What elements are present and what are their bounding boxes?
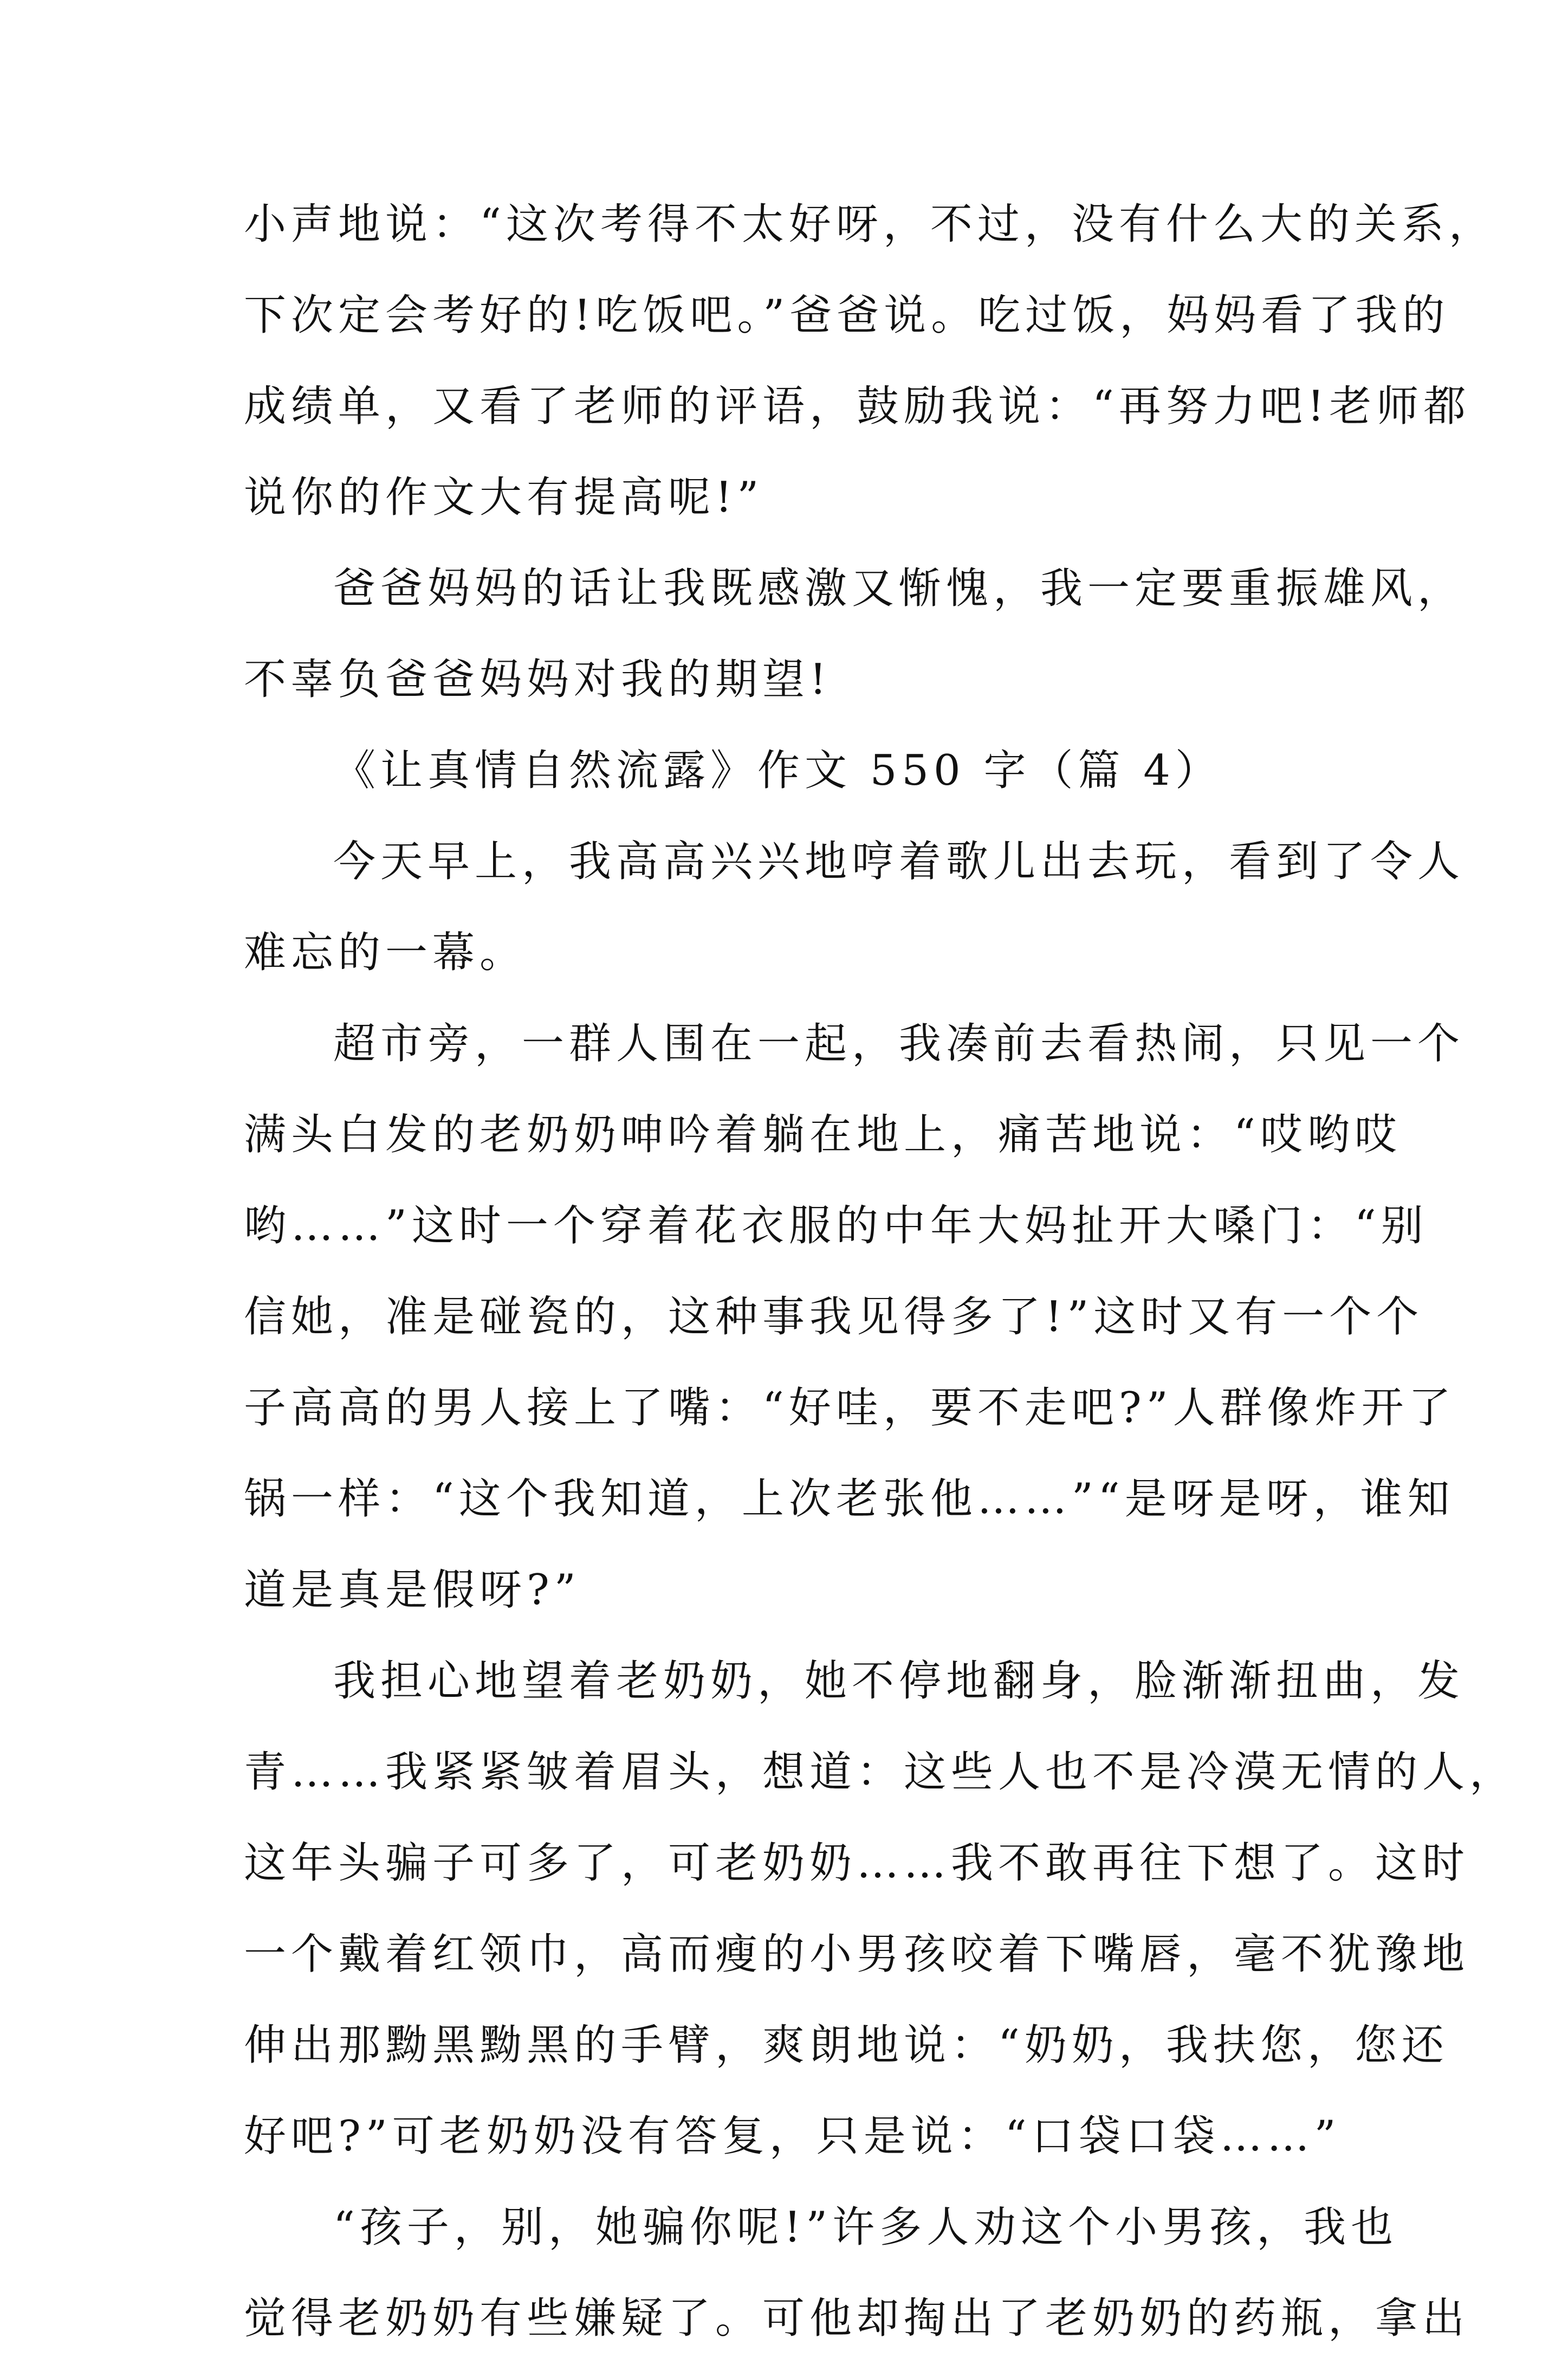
text-line: 一个戴着红领巾，高而瘦的小男孩咬着下嘴唇，毫不犹豫地: [244, 1930, 1470, 1979]
text-line: 锅一样：“这个我知道，上次老张他……”“是呀是呀，谁知: [244, 1475, 1455, 1523]
text-line: 伸出那黝黑黝黑的手臂，爽朗地说：“奶奶，我扶您，您还: [244, 2021, 1449, 2070]
text-line: “孩子，别，她骗你呢!”许多人劝这个小男孩，我也: [333, 2203, 1398, 2252]
text-line: 下次定会考好的!吃饭吧。”爸爸说。吃过饭，妈妈看了我的: [244, 291, 1450, 340]
text-line: 子高高的男人接上了嘴：“好哇，要不走吧?”人群像炸开了: [244, 1384, 1456, 1432]
text-line: 不辜负爸爸妈妈对我的期望!: [244, 655, 832, 704]
text-line: 这年头骗子可多了，可老奶奶……我不敢再往下想了。这时: [244, 1839, 1470, 1888]
paragraph-1: [244, 179, 1496, 543]
text-line: 我担心地望着老奶奶，她不停地翻身，脸渐渐扭曲，发: [333, 1657, 1465, 1706]
text-line: 成绩单，又看了老师的评语，鼓励我说：“再努力吧!老师都: [244, 382, 1471, 431]
paragraph-4: [244, 998, 1465, 1636]
text-line: 小声地说：“这次考得不太好呀，不过，没有什么大的关系，: [244, 200, 1496, 249]
document-page: [244, 179, 1517, 2364]
paragraph-3: [244, 816, 1465, 998]
text-line: 觉得老奶奶有些嫌疑了。可他却掏出了老奶奶的药瓶，拿出: [244, 2294, 1470, 2343]
text-line: 好吧?”可老奶奶没有答复，只是说：“口袋口袋……”: [244, 2112, 1341, 2161]
text-line: 满头白发的老奶奶呻吟着躺在地上，痛苦地说：“哎哟哎: [244, 1110, 1402, 1159]
paragraph-2: [244, 543, 1465, 725]
heading-text: 《让真情自然流露》作文 550 字（篇 4）: [333, 746, 1222, 795]
text-line: 说你的作文大有提高呢!”: [244, 473, 764, 522]
text-line: 今天早上，我高高兴兴地哼着歌儿出去玩，看到了令人: [333, 837, 1465, 886]
text-line: 信她，准是碰瓷的，这种事我见得多了!”这时又有一个个: [244, 1293, 1424, 1341]
paragraph-5: [244, 1636, 1517, 2182]
text-line: 超市旁，一群人围在一起，我凑前去看热闹，只见一个: [333, 1019, 1465, 1068]
text-line: 难忘的一幕。: [244, 928, 527, 977]
text-line: 道是真是假呀?”: [244, 1566, 581, 1614]
text-line: 爸爸妈妈的话让我既感激又惭愧，我一定要重振雄风，: [333, 564, 1465, 613]
section-heading: [244, 725, 1327, 816]
text-line: 青……我紧紧皱着眉头，想道：这些人也不是冷漠无情的人，: [244, 1748, 1517, 1797]
paragraph-6: [244, 2182, 1470, 2364]
text-line: 哟……”这时一个穿着花衣服的中年大妈扯开大嗓门：“别: [244, 1202, 1428, 1250]
